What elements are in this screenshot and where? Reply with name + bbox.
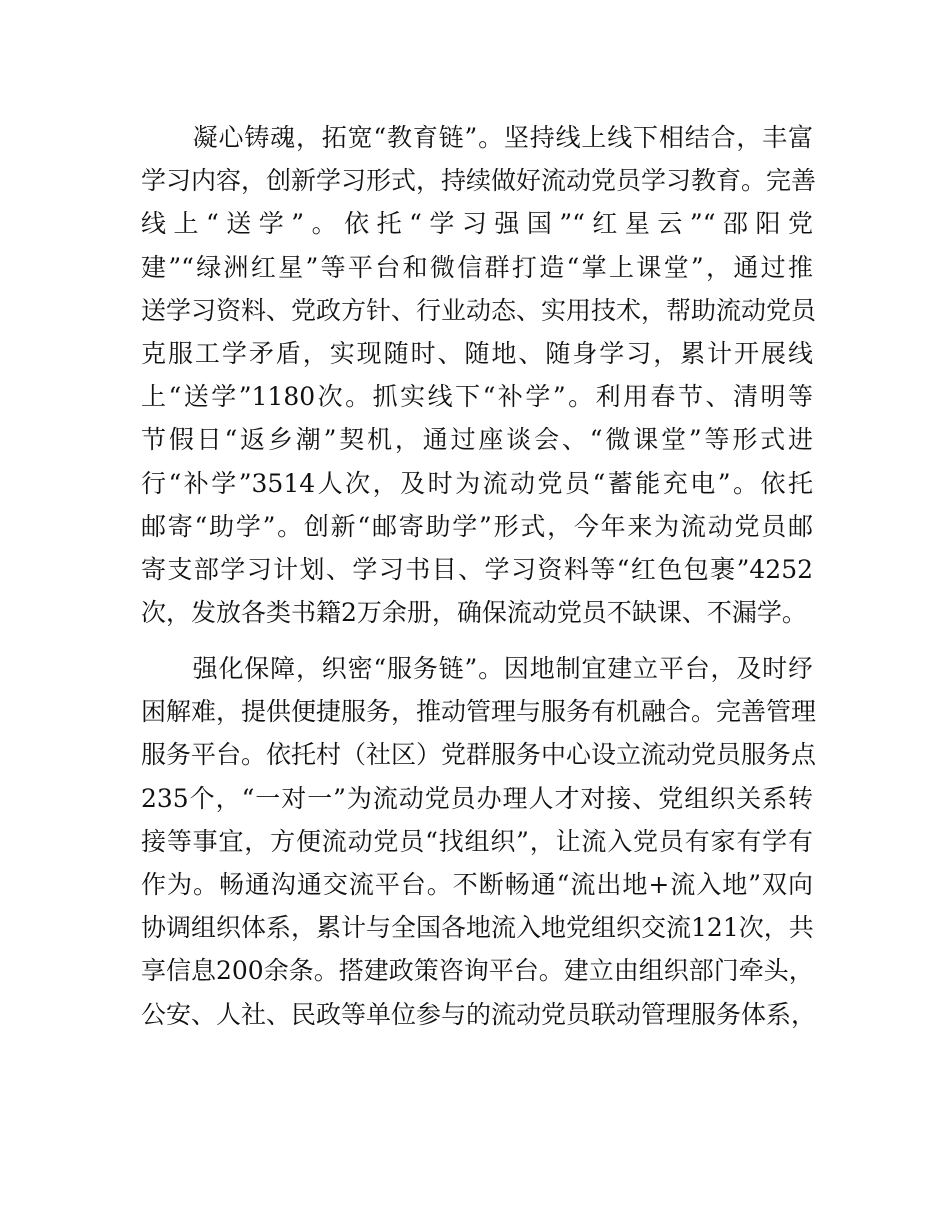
paragraph-line: 建”“绿洲红星”等平台和微信群打造“掌上课堂”，通过推 [141, 252, 813, 282]
paragraph-line: 凝心铸魂，拓宽“教育链”。坚持线上线下相结合，丰富 [141, 123, 813, 152]
paragraph-education-chain [141, 116, 817, 634]
paragraph-line: 次，发放各类书籍2万余册，确保流动党员不缺课、不漏学。 [141, 598, 807, 628]
paragraph-line: 行“补学”3514人次，及时为流动党员“蓄能充电”。依托 [141, 468, 813, 498]
paragraph-line: 寄支部学习计划、学习书目、学习资料等“红色包裹”4252 [141, 554, 813, 584]
paragraph-line: 送学习资料、党政方针、行业动态、实用技术，帮助流动党员 [141, 295, 817, 325]
paragraph-line: 235个，“一对一”为流动党员办理人才对接、党组织关系转 [141, 783, 813, 813]
paragraph-line: 公安、人社、民政等单位参与的流动党员联动管理服务体系， [141, 999, 817, 1029]
paragraph-line: 学习内容，创新学习形式，持续做好流动党员学习教育。完善 [141, 166, 817, 196]
paragraph-line: 线上“送学”。依托“学习强国”“红星云”“邵阳党 [141, 209, 813, 239]
paragraph-line: 困解难，提供便捷服务，推动管理与服务有机融合。完善管理 [141, 697, 817, 727]
paragraph-line: 享信息200余条。搭建政策咨询平台。建立由组织部门牵头， [141, 956, 814, 986]
paragraph-line: 强化保障，织密“服务链”。因地制宜建立平台，及时纾 [141, 654, 813, 683]
paragraph-line: 协调组织体系，累计与全国各地流入地党组织交流121次，共 [141, 913, 814, 943]
paragraph-service-chain [141, 647, 817, 1036]
paragraph-line: 上“送学”1180次。抓实线下“补学”。利用春节、清明等 [141, 382, 813, 412]
paragraph-line: 接等事宜，方便流动党员“找组织”，让流入党员有家有学有 [141, 826, 813, 856]
paragraph-line: 服务平台。依托村（社区）党群服务中心设立流动党员服务点 [141, 740, 817, 770]
paragraph-line: 邮寄“助学”。创新“邮寄助学”形式，今年来为流动党员邮 [141, 511, 813, 541]
paragraph-line: 节假日“返乡潮”契机，通过座谈会、“微课堂”等形式进 [141, 425, 813, 455]
paragraph-line: 克服工学矛盾，实现随时、随地、随身学习，累计开展线 [141, 338, 813, 368]
paragraph-line: 作为。畅通沟通交流平台。不断畅通“流出地+流入地”双向 [141, 869, 813, 899]
